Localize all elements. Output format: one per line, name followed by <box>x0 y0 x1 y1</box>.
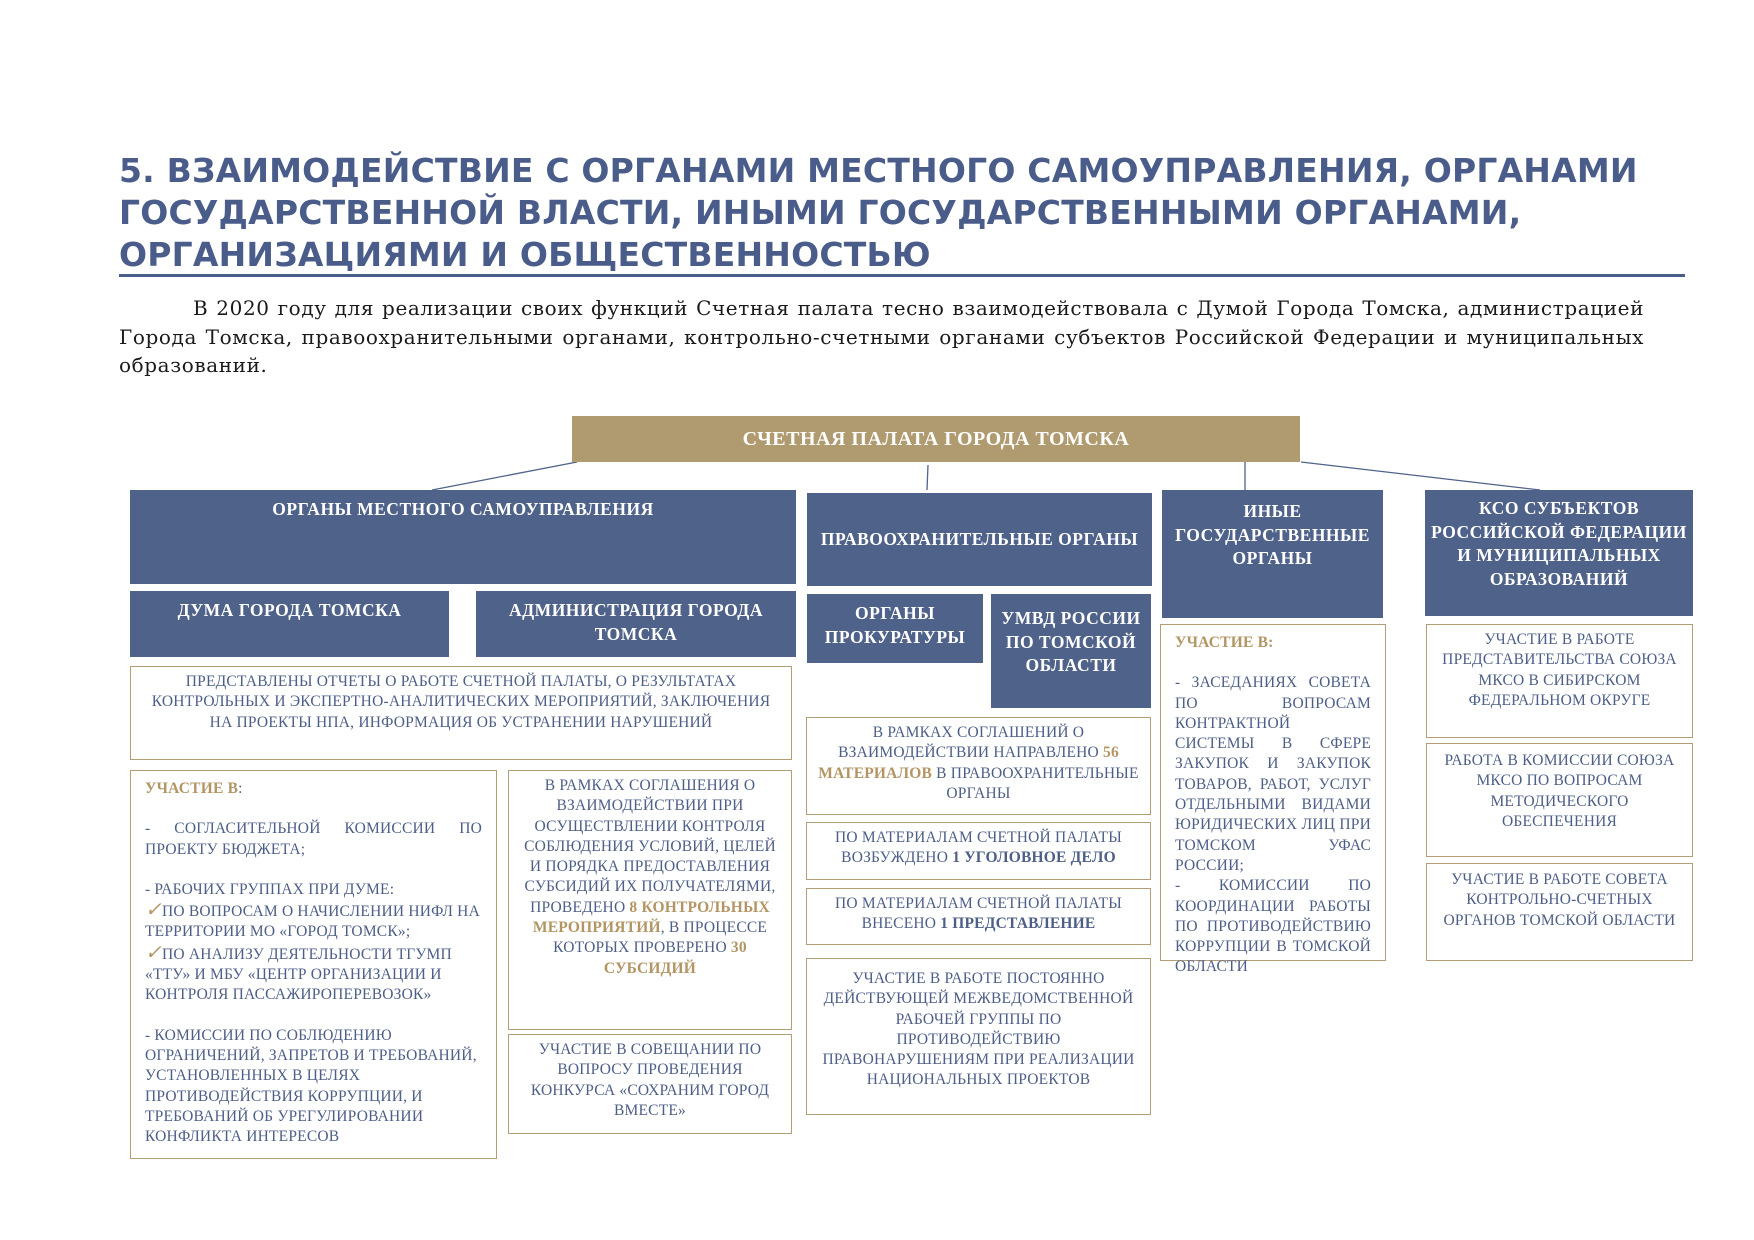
workgroup-box: УЧАСТИЕ В РАБОТЕ ПОСТОЯННО ДЕЙСТВУЮЩЕЙ МЕЖВЕДОМСТВЕННОЙ РАБОЧЕЙ ГРУППЫ ПО ПРОТИВОДЕЙСТВИЮ ПРАВОНАРУШЕНИЯМ ПРИ РЕАЛИЗАЦИИ НАЦИОНАЛЬНЫХ ПРОЕКТОВ <box>806 958 1151 1115</box>
kso-item-2-box: РАБОТА В КОМИССИИ СОЮЗА МКСО ПО ВОПРОСАМ МЕТОДИЧЕСКОГО ОБЕСПЕЧЕНИЯ <box>1426 743 1693 857</box>
section-heading <box>119 150 1679 276</box>
law-enforcement-node: ПРАВООХРАНИТЕЛЬНЫЕ ОРГАНЫ <box>807 493 1152 586</box>
duma-participation-box <box>130 770 497 1159</box>
checkmark-icon: ✓ <box>145 899 162 922</box>
duma-participation-sub-1: ✓ПО ВОПРОСАМ О НАЧИСЛЕНИИ НИФЛ НА ТЕРРИТОРИИ МО «ГОРОД ТОМСК»; <box>145 899 480 941</box>
materials-box: В РАМКАХ СОГЛАШЕНИЙ О ВЗАИМОДЕЙСТВИИ НАПРАВЛЕНО 56 МАТЕРИАЛОВ В ПРАВООХРАНИТЕЛЬНЫЕ ОРГАНЫ <box>806 717 1151 815</box>
heading-line-3: ОРГАНИЗАЦИЯМИ И ОБЩЕСТВЕННОСТЬЮ <box>119 235 931 274</box>
local-government-node: ОРГАНЫ МЕСТНОГО САМОУПРАВЛЕНИЯ <box>130 490 796 584</box>
heading-line-1: 5. ВЗАИМОДЕЙСТВИЕ С ОРГАНАМИ МЕСТНОГО САМОУПРАВЛЕНИЯ, ОРГАНАМИ <box>119 151 1638 190</box>
admin-meeting-box: УЧАСТИЕ В СОВЕЩАНИИ ПО ВОПРОСУ ПРОВЕДЕНИЯ КОНКУРСА «СОХРАНИМ ГОРОД ВМЕСТЕ» <box>508 1034 792 1134</box>
other-participation-box <box>1160 624 1386 976</box>
kso-node: КСО СУБЪЕКТОВ РОССИЙСКОЙ ФЕДЕРАЦИИ И МУНИЦИПАЛЬНЫХ ОБРАЗОВАНИЙ <box>1425 490 1693 616</box>
duma-node: ДУМА ГОРОДА ТОМСКА <box>130 591 449 657</box>
other-state-bodies-node: ИНЫЕ ГОСУДАРСТВЕННЫЕ ОРГАНЫ <box>1162 490 1383 618</box>
criminal-case-box: ПО МАТЕРИАЛАМ СЧЕТНОЙ ПАЛАТЫ ВОЗБУЖДЕНО 1 УГОЛОВНОЕ ДЕЛО <box>806 822 1151 880</box>
prosecutor-node: ОРГАНЫ ПРОКУРАТУРЫ <box>807 594 983 663</box>
connector-local <box>432 462 577 490</box>
kso-item-1-box: УЧАСТИЕ В РАБОТЕ ПРЕДСТАВИТЕЛЬСТВА СОЮЗА МКСО В СИБИРСКОМ ФЕДЕРАЛЬНОМ ОКРУГЕ <box>1426 624 1693 738</box>
connector-law <box>927 465 928 490</box>
reports-box: ПРЕДСТАВЛЕНЫ ОТЧЕТЫ О РАБОТЕ СЧЕТНОЙ ПАЛАТЫ, О РЕЗУЛЬТАТАХ КОНТРОЛЬНЫХ И ЭКСПЕРТНО-АНАЛИТИЧЕСКИХ МЕРОПРИЯТИЙ, ЗАКЛЮЧЕНИЯ НА ПРОЕКТЫ НПА, ИНФОРМАЦИЯ ОБ УСТРАНЕНИИ НАРУШЕНИЙ <box>130 666 792 760</box>
administration-node: АДМИНИСТРАЦИЯ ГОРОДА ТОМСКА <box>476 591 796 657</box>
duma-participation-item-3: - КОМИССИИ ПО СОБЛЮДЕНИЮ ОГРАНИЧЕНИЙ, ЗАПРЕТОВ И ТРЕБОВАНИЙ, УСТАНОВЛЕННЫХ В ЦЕЛЯХ ПРОТИВОДЕЙСТВИЯ КОРРУПЦИИ, И ТРЕБОВАНИЙ ОБ УРЕГУЛИРОВАНИИ КОНФЛИКТА ИНТЕРЕСОВ <box>145 1026 477 1146</box>
root-node: СЧЕТНАЯ ПАЛАТА ГОРОДА ТОМСКА <box>572 416 1300 462</box>
duma-participation-item-2: - РАБОЧИХ ГРУППАХ ПРИ ДУМЕ: <box>145 880 395 898</box>
admin-agreement-box: В РАМКАХ СОГЛАШЕНИЯ О ВЗАИМОДЕЙСТВИИ ПРИ ОСУЩЕСТВЛЕНИИ КОНТРОЛЯ СОБЛЮДЕНИЯ УСЛОВИЙ, ЦЕЛЕЙ И ПОРЯДКА ПРЕДОСТАВЛЕНИЯ СУБСИДИЙ ИХ ПОЛУЧАТЕЛЯМИ, ПРОВЕДЕНО 8 КОНТРОЛЬНЫХ МЕРОПРИЯТИЙ, В ПРОЦЕССЕ КОТОРЫХ ПРОВЕРЕНО 30 СУБСИДИЙ <box>508 770 792 1030</box>
duma-participation-item-1: - СОГЛАСИТЕЛЬНОЙ КОМИССИИ ПО ПРОЕКТУ БЮДЖЕТА; <box>145 820 482 858</box>
heading-underline <box>119 274 1685 277</box>
intro-paragraph: В 2020 году для реализации своих функций Счетная палата тесно взаимодействовала с Думой Города Томска, администрацией Города Томска, правоохранительными органами, контрольно-счетными органами субъектов Российской Федерации и муниципальных образований. <box>119 296 1644 377</box>
heading-line-2: ГОСУДАРСТВЕННОЙ ВЛАСТИ, ИНЫМИ ГОСУДАРСТВЕННЫМИ ОРГАНАМИ, <box>119 193 1522 232</box>
other-participation-item-2: - КОМИССИИ ПО КООРДИНАЦИИ РАБОТЫ ПО ПРОТИВОДЕЙСТВИЮ КОРРУПЦИИ В ТОМСКОЙ ОБЛАСТИ <box>1175 877 1371 976</box>
connector-kso <box>1301 462 1540 490</box>
duma-participation-sub-2: ✓ПО АНАЛИЗУ ДЕЯТЕЛЬНОСТИ ТГУМП «ТТУ» И МБУ «ЦЕНТР ОРГАНИЗАЦИИ И КОНТРОЛЯ ПАССАЖИРОПЕРЕВОЗОК» <box>145 941 452 1004</box>
kso-item-3-box: УЧАСТИЕ В РАБОТЕ СОВЕТА КОНТРОЛЬНО-СЧЕТНЫХ ОРГАНОВ ТОМСКОЙ ОБЛАСТИ <box>1426 863 1693 961</box>
umvd-node: УМВД РОССИИ ПО ТОМСКОЙ ОБЛАСТИ <box>991 594 1151 708</box>
duma-participation-heading: УЧАСТИЕ В: <box>145 780 243 797</box>
submission-box: ПО МАТЕРИАЛАМ СЧЕТНОЙ ПАЛАТЫ ВНЕСЕНО 1 ПРЕДСТАВЛЕНИЕ <box>806 888 1151 945</box>
other-participation-heading: УЧАСТИЕ В: <box>1175 634 1274 651</box>
checkmark-icon: ✓ <box>145 941 162 964</box>
other-participation-item-1: - ЗАСЕДАНИЯХ СОВЕТА ПО ВОПРОСАМ КОНТРАКТНОЙ СИСТЕМЫ В СФЕРЕ ЗАКУПОК И ЗАКУПОК ТОВАРОВ, РАБОТ, УСЛУГ ОТДЕЛЬНЫМИ ВИДАМИ ЮРИДИЧЕСКИХ ЛИЦ ПРИ ТОМСКОМ УФАС РОССИИ; <box>1175 674 1371 874</box>
